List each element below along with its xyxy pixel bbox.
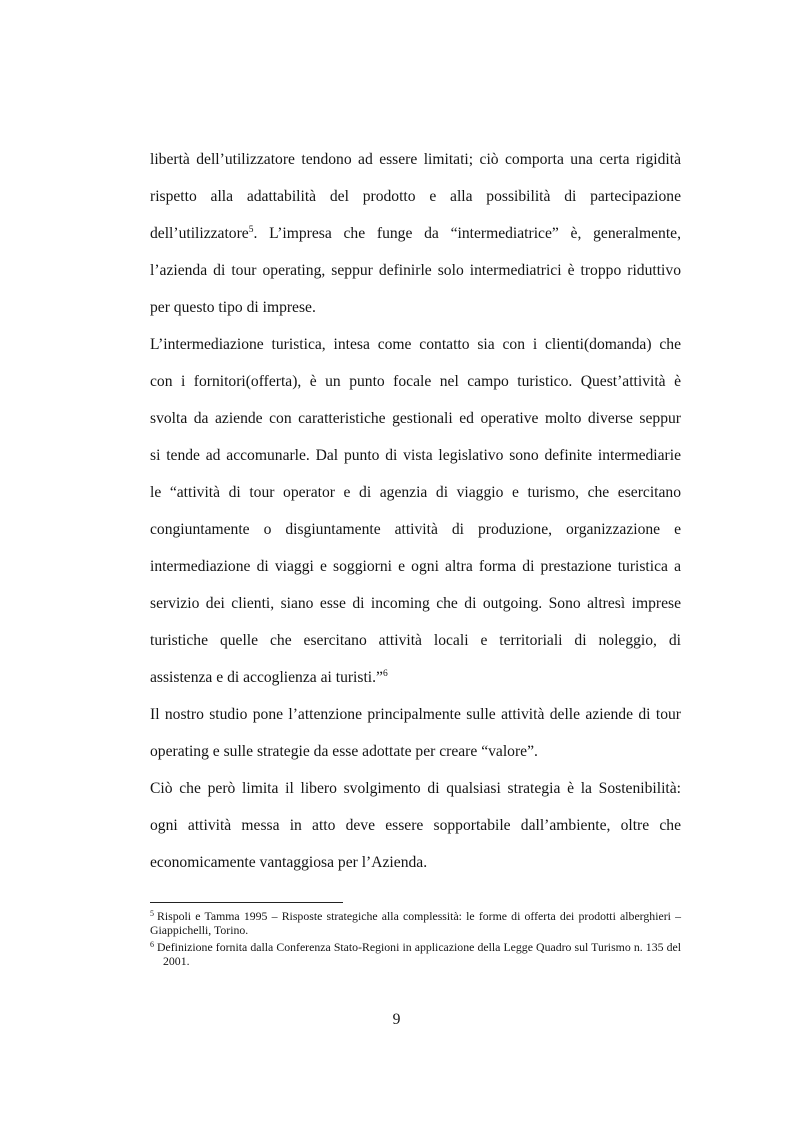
body-line: svolta da aziende con caratteristiche gestionali ed operative molto diverse seppur: [150, 410, 681, 427]
footnote-separator: [150, 902, 343, 903]
body-line: intermediazione di viaggi e soggiorni e ogni altra forma di prestazione turistica a: [150, 558, 681, 575]
body-text: dell’utilizzatore: [150, 225, 249, 242]
body-line: servizio dei clienti, siano esse di incoming che di outgoing. Sono altresì imprese: [150, 595, 681, 612]
body-line: per questo tipo di imprese.: [150, 299, 316, 316]
body-line: [150, 225, 681, 243]
footnote-5: [150, 909, 681, 937]
body-line: rispetto alla adattabilità del prodotto e alla possibilità di partecipazione: [150, 188, 681, 205]
body-line: L’intermediazione turistica, intesa come contatto sia con i clienti(domanda) che: [150, 336, 681, 353]
body-line: con i fornitori(offerta), è un punto focale nel campo turistico. Quest’attività è: [150, 373, 681, 390]
body-line: operating e sulle strategie da esse adottate per creare “valore”.: [150, 743, 538, 760]
body-line: [150, 669, 681, 687]
footnote-ref-6: 6: [382, 669, 388, 679]
body-line: Il nostro studio pone l’attenzione principalmente sulle attività delle aziende di tour: [150, 706, 681, 723]
body-line: libertà dell’utilizzatore tendono ad essere limitati; ciò comporta una certa rigidità: [150, 151, 681, 168]
footnote-mark: 6: [150, 940, 154, 949]
body-line: economicamente vantaggiosa per l’Azienda.: [150, 854, 428, 871]
body-line: Ciò che però limita il libero svolgimento di qualsiasi strategia è la Sostenibilità:: [150, 780, 681, 797]
footnote-ref-5: 5: [248, 225, 254, 235]
body-line: turistiche quelle che esercitano attività locali e territoriali di noleggio, di: [150, 632, 681, 649]
footnote-text: Rispoli e Tamma 1995 – Risposte strategiche alla complessità: le forme di offerta dei prodotti alberghieri – Giappichelli, Torino.: [150, 909, 681, 937]
page-number: 9: [392, 1011, 401, 1028]
body-line: ogni attività messa in atto deve essere sopportabile dall’ambiente, oltre che: [150, 817, 681, 834]
body-line: si tende ad accomunarle. Dal punto di vista legislativo sono definite intermediarie: [150, 447, 681, 464]
body-line: le “attività di tour operator e di agenzia di viaggio e turismo, che esercitano: [150, 484, 681, 501]
footnote-mark: 5: [150, 909, 154, 918]
body-text: . L’impresa che funge da “intermediatrice” è, generalmente,: [253, 225, 681, 242]
body-text: assistenza e di accoglienza ai turisti.”: [150, 669, 383, 686]
body-line: l’azienda di tour operating, seppur definirle solo intermediatrici è troppo riduttivo: [150, 262, 681, 279]
footnote-text: Definizione fornita dalla Conferenza Stato-Regioni in applicazione della Legge Quadro sul Turismo n. 135 del 2001.: [157, 940, 681, 968]
footnote-6: [150, 940, 681, 968]
body-line: congiuntamente o disgiuntamente attività di produzione, organizzazione e: [150, 521, 681, 538]
